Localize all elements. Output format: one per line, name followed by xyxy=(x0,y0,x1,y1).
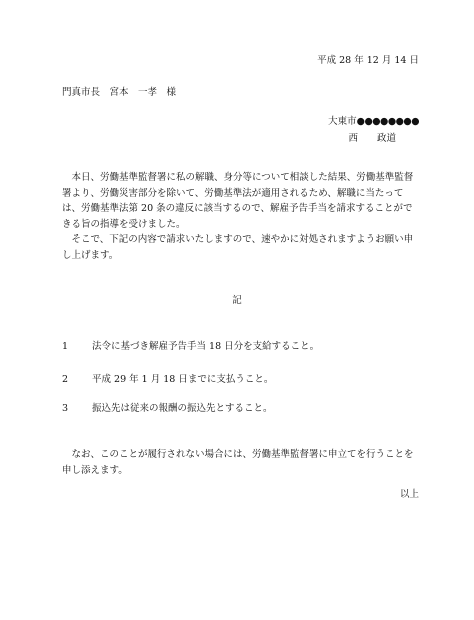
sender-address xyxy=(328,115,419,129)
list-item-text: 平成 29 年 1 月 18 日までに支払うこと。 xyxy=(92,374,274,385)
request-body xyxy=(62,170,418,263)
ijo-closing-mark: 以上 xyxy=(399,489,419,500)
document-date: 平成 28 年 12 月 14 日 xyxy=(317,55,419,66)
body-paragraph-2: そこで、下記の内容で請求いたしますので、速やかに対処されますようお願い申し上げます。 xyxy=(62,234,414,261)
sender-redacted: ●●●●●●●● xyxy=(356,116,419,127)
list-item xyxy=(62,373,273,387)
list-item-number: 3 xyxy=(62,403,69,414)
sender-name: 西 政道 xyxy=(348,133,396,144)
closing-paragraph xyxy=(62,447,418,478)
list-item-number: 2 xyxy=(62,374,69,385)
recipient-line: 門真市長 宮本 一孝 様 xyxy=(62,87,177,98)
list-item xyxy=(62,402,273,416)
closing-text: なお、このことが履行されない場合には、労働基準監督署に申立てを行うことを申し添えます。 xyxy=(62,449,414,476)
list-item-text: 法令に基づき解雇予告手当 18 日分を支給すること。 xyxy=(92,341,320,352)
list-item-number: 1 xyxy=(62,341,69,352)
ki-heading: 記 xyxy=(232,295,242,306)
list-item-text: 振込先は従来の報酬の振込先とすること。 xyxy=(92,403,273,414)
sender-city: 大東市 xyxy=(328,116,357,127)
list-item xyxy=(62,340,319,354)
body-paragraph-1: 本日、労働基準監督署に私の解職、身分等について相談した結果、労働基準監督署より、労働災害部分を除いて、労働基準法が適用されるため、解職に当たっては、労働基準法第 20 条の違反に該当するので、解雇予告手当を請求することができる旨の指導を受けました。 xyxy=(62,172,414,230)
